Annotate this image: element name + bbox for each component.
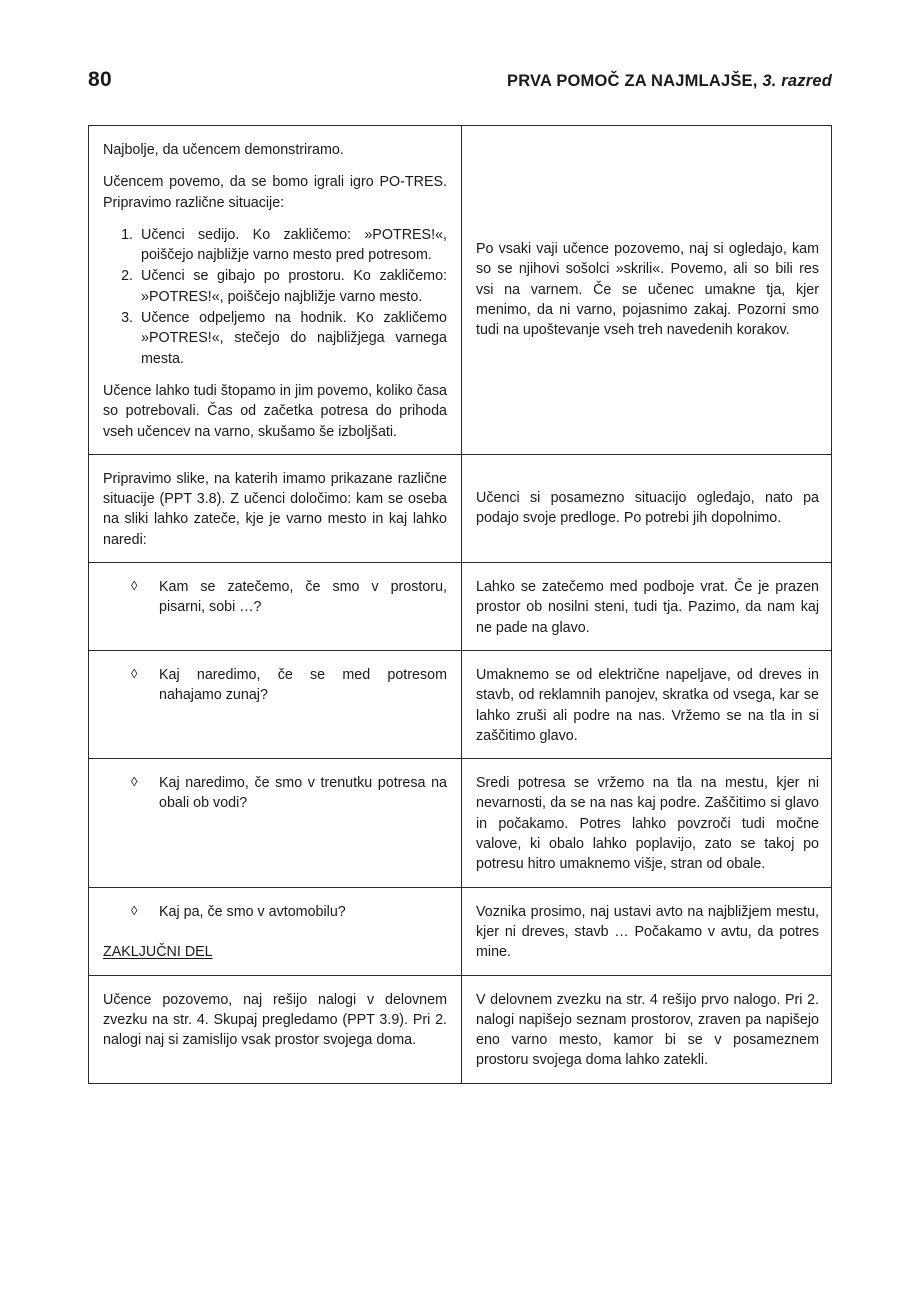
qa3-question-text: Kaj naredimo, če smo v trenutku potresa na obali ob vodi? <box>159 775 447 812</box>
running-head <box>507 72 832 91</box>
qa3-left-cell <box>89 759 462 886</box>
qa4-question-list <box>103 902 447 922</box>
row1-left-para-2: Učencem povemo, da se bomo igrali igro PO‑TRES. Pripravimo različne situacije: <box>103 174 447 211</box>
qa1-question-text: Kam se zatečemo, če smo v prostoru, pisarni, sobi …? <box>159 579 447 616</box>
row1-left-para-3: Učence lahko tudi štopamo in jim povemo, koliko časa so potrebovali. Čas od začetka potresa do prihoda vseh učencev na varno, skušamo še izboljšati. <box>103 382 447 440</box>
row1-right-cell <box>462 126 833 454</box>
qa2-right-cell <box>462 651 833 758</box>
qa4-right-cell <box>462 888 833 975</box>
closing-left-text: Učence pozovemo, naj rešijo nalogi v delovnem zvezku na str. 4. Skupaj pregledamo (PPT 3.9). Pri 2. nalogi naj si zamislijo vsak prostor svojega doma. <box>103 991 447 1049</box>
running-head-main: PRVA POMOČ ZA NAJMLAJŠE, <box>507 72 758 90</box>
list-item: 2. Učenci se gibajo po prostoru. Ko zakličemo: »POTRES!«, poiščejo najbližje varno mesto. <box>137 266 447 307</box>
closing-right-cell <box>462 976 833 1083</box>
qa4-question-text: Kaj pa, če smo v avtomobilu? <box>159 903 346 920</box>
table-row <box>89 126 831 454</box>
table-row <box>89 758 831 886</box>
qa2-answer-text: Umaknemo se od električne napeljave, od dreves in stavb, od reklamnih panojev, skratka od vsega, kar se lahko zruši ali podre na nas. Vržemo se na tla in si zaščitimo glavo. <box>476 666 819 744</box>
row2-right-cell <box>462 455 833 562</box>
list-item: 1. Učenci sedijo. Ko zakličemo: »POTRES!«, poiščejo najbližje varno mesto pred potresom. <box>137 225 447 266</box>
qa1-answer-text: Lahko se zatečemo med podboje vrat. Če je prazen prostor ob nosilni steni, tudi tja. Pazimo, da nam kaj ne pade na glavo. <box>476 579 819 636</box>
list-item <box>103 902 447 922</box>
lesson-table <box>88 125 832 1084</box>
row2-left-para: Pripravimo slike, na katerih imamo prikazane različne situacije (PPT 3.8). Z učenci določimo: kam se oseba na sliki lahko zateče, kje je varno mesto in kaj lahko naredi: <box>103 470 447 548</box>
row1-right-para-1: Po vsaki vaji učence pozovemo, naj si ogledajo, kam so se njihovi sošolci »skrili«. Povemo, ali so bili res vsi na varnem. Če se učenec umakne tja, kjer menimo, da ni varno, pojasnimo zakaj. Pozorni smo tudi na upoštevanje vseh treh navedenih korakov. <box>476 241 819 339</box>
closing-left-cell <box>89 976 462 1083</box>
table-row <box>89 887 831 975</box>
qa3-question-list <box>103 773 447 814</box>
qa1-left-cell <box>89 563 462 650</box>
page-header <box>88 68 832 92</box>
table-row <box>89 650 831 758</box>
qa1-question-list <box>103 577 447 618</box>
row1-left-para-1: Najbolje, da učencem demonstriramo. <box>103 142 344 158</box>
qa3-answer-text: Sredi potresa se vržemo na tla na mestu, kjer ni nevarnosti, da se na nas kaj podre. Zaščitimo si glavo in počakamo. Potres lahko povzroči tudi močne valove, ki obalo lahko poplavijo, zato se takoj po potresu hitro umaknemo višje, stran od obale. <box>476 775 819 873</box>
row1-left-cell <box>89 126 462 454</box>
qa3-right-cell <box>462 759 833 886</box>
row2-right-para: Učenci si posamezno situacijo ogledajo, nato pa podajo svoje predloge. Po potrebi jih dopolnimo. <box>476 490 819 527</box>
diamond-icon: ◊ <box>131 665 138 681</box>
qa4-left-cell <box>89 888 462 975</box>
row1-numbered-list <box>103 225 447 369</box>
table-row <box>89 975 831 1083</box>
list-item <box>103 577 447 618</box>
table-row <box>89 454 831 562</box>
qa2-question-list <box>103 665 447 706</box>
closing-section-heading: ZAKLJUČNI DEL <box>103 943 213 960</box>
row2-left-cell <box>89 455 462 562</box>
running-head-grade: 3. razred <box>757 72 832 90</box>
page-number: 80 <box>88 68 112 91</box>
list-item: 3. Učence odpeljemo na hodnik. Ko zakličemo »POTRES!«, stečejo do najbližjega varnega mesta. <box>137 308 447 369</box>
diamond-icon: ◊ <box>131 578 138 594</box>
qa2-left-cell <box>89 651 462 758</box>
diamond-icon: ◊ <box>131 774 138 790</box>
table-row <box>89 562 831 650</box>
closing-right-text: V delovnem zvezku na str. 4 rešijo prvo nalogo. Pri 2. nalogi napišejo seznam prostorov, zraven pa napišejo eno varno mesto, kamor bi se v posameznem prostoru svojega doma lahko zatekli. <box>476 991 819 1069</box>
diamond-icon: ◊ <box>131 902 138 918</box>
qa2-question-text: Kaj naredimo, če se med potresom nahajamo zunaj? <box>159 666 447 704</box>
qa1-right-cell <box>462 563 833 650</box>
list-item <box>103 773 447 814</box>
list-item <box>103 665 447 706</box>
qa4-answer-text: Voznika prosimo, naj ustavi avto na najbližjem mestu, kjer ni dreves, stavb … Počakamo v avtu, da potres mine. <box>476 903 819 961</box>
